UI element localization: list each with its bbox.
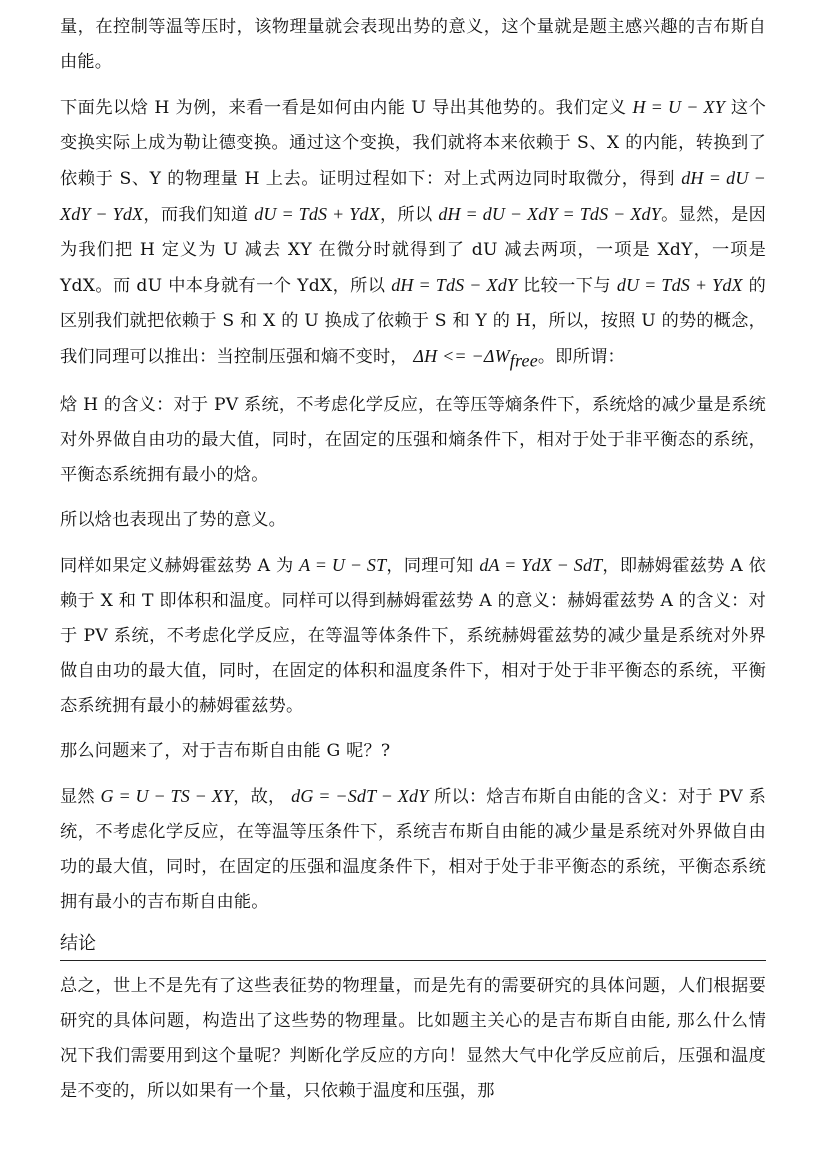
math-formula: dH = dU − XdY = TdS − XdY bbox=[438, 204, 661, 224]
text-run: 下面先以焓 H 为例，来看一看是如何由内能 U 导出其他势的。我们定义 bbox=[60, 98, 633, 118]
math-formula: dH = dU − XdY − YdX bbox=[60, 168, 767, 224]
math-formula: dU = TdS + YdX bbox=[616, 275, 743, 295]
math-formula: dU = TdS + YdX bbox=[254, 204, 380, 224]
text-run: ，所以 bbox=[379, 205, 439, 225]
math-formula: dA = YdX − SdT bbox=[479, 555, 603, 576]
text-run: 所以：焓吉布斯自由能的含义：对于 PV 系统，不考虑化学反应，在等温等压条件下，系统吉布斯自由能的减少量是系统对外界做自由功的最大值，同时，在固定的压强和温度条件下，相对于处于非平衡态的系统，平衡态系统拥有最小的吉布斯自由能。 bbox=[60, 787, 766, 913]
math-formula: G = U − TS − XY bbox=[100, 786, 234, 807]
paragraph-conclusion bbox=[60, 969, 766, 1109]
math-formula: A = U − ST bbox=[299, 555, 387, 576]
paragraph-enthalpy-meaning bbox=[60, 388, 766, 493]
text-run: 量，在控制等温等压时，该物理量就会表现出势的意义，这个量就是题主感兴趣的吉布斯自由能。 bbox=[60, 17, 766, 72]
text-run: 的区别我们就把依赖于 S 和 X 的 U 换成了依赖于 S 和 Y 的 H，所以，按照 U 的势的概念，我们同理可以推出：当控制压强和熵不变时， bbox=[60, 276, 767, 367]
paragraph-gibbs-question bbox=[60, 734, 766, 769]
text-run: 。即所谓： bbox=[537, 347, 625, 367]
text-run: 同样如果定义赫姆霍兹势 A 为 bbox=[60, 556, 300, 577]
text-run: 那么问题来了，对于吉布斯自由能 G 呢？? bbox=[60, 741, 391, 762]
math-formula: dH = TdS − XdY bbox=[391, 275, 518, 295]
text-run: ，即赫姆霍兹势 A 依赖于 X 和 T 即体积和温度。同样可以得到赫姆霍兹势 A 的意义：赫姆霍兹势 A 的含义：对于 PV 系统，不考虑化学反应，在等温等体条件下，系统赫姆霍兹势的减少量是系统对外界做自由功的最大值，同时，在固定的体积和温度条件下，相对于处于非平衡态的系统，平衡态系统拥有最小的赫姆霍兹势。 bbox=[60, 556, 766, 717]
text-run: 这个变换实际上成为勒让德变换。通过这个变换，我们就将本来依赖于 S、X 的内能，转换到了依赖于 S、Y 的物理量 H 上去。证明过程如下：对上式两边同时取微分，得到 bbox=[60, 98, 766, 189]
text-run: 总之，世上不是先有了这些表征势的物理量，而是先有的需要研究的具体问题，人们根据要研究的具体问题，构造出了这些势的物理量。比如题主关心的是吉布斯自由能, 那么什么情况下我们需要用到这个量呢？判断化学反应的方向！显然大气中化学反应前后，压强和温度是不变的，所以如果有一个量，只依赖于温度和压强，那 bbox=[60, 976, 766, 1102]
text-run: 焓 H 的含义：对于 PV 系统，不考虑化学反应，在等压等熵条件下，系统焓的减少量是系统对外界做自由功的最大值，同时，在固定的压强和熵条件下，相对于处于非平衡态的系统，平衡态系统拥有最小的焓。 bbox=[60, 395, 766, 486]
section-heading-conclusion: 结论 bbox=[60, 930, 766, 961]
text-run: ，故， bbox=[233, 787, 292, 808]
text-run: ，而我们知道 bbox=[143, 205, 255, 225]
text-run: 。显然，是因为我们把 H 定义为 U 减去 XY 在微分时就得到了 dU 减去两项，一项是 XdY，一项是 YdX。而 dU 中本身就有一个 YdX，所以 bbox=[60, 205, 767, 296]
math-formula: ΔH <= −ΔW bbox=[413, 346, 510, 366]
text-run: 显然 bbox=[60, 787, 101, 808]
math-formula: dG = −SdT − XdY bbox=[291, 786, 429, 807]
paragraph-enthalpy-potential bbox=[60, 503, 766, 538]
paragraph-helmholtz bbox=[60, 548, 766, 724]
paragraph-intro-continuation bbox=[60, 10, 766, 80]
paragraph-enthalpy-derivation bbox=[60, 90, 766, 378]
paragraph-gibbs-meaning bbox=[60, 779, 766, 920]
math-subscript: free bbox=[509, 350, 538, 371]
text-run: 所以焓也表现出了势的意义。 bbox=[60, 510, 287, 531]
math-formula: H = U − XY bbox=[632, 97, 725, 117]
text-run: 比较一下与 bbox=[517, 276, 617, 296]
text-run: ，同理可知 bbox=[386, 556, 480, 577]
